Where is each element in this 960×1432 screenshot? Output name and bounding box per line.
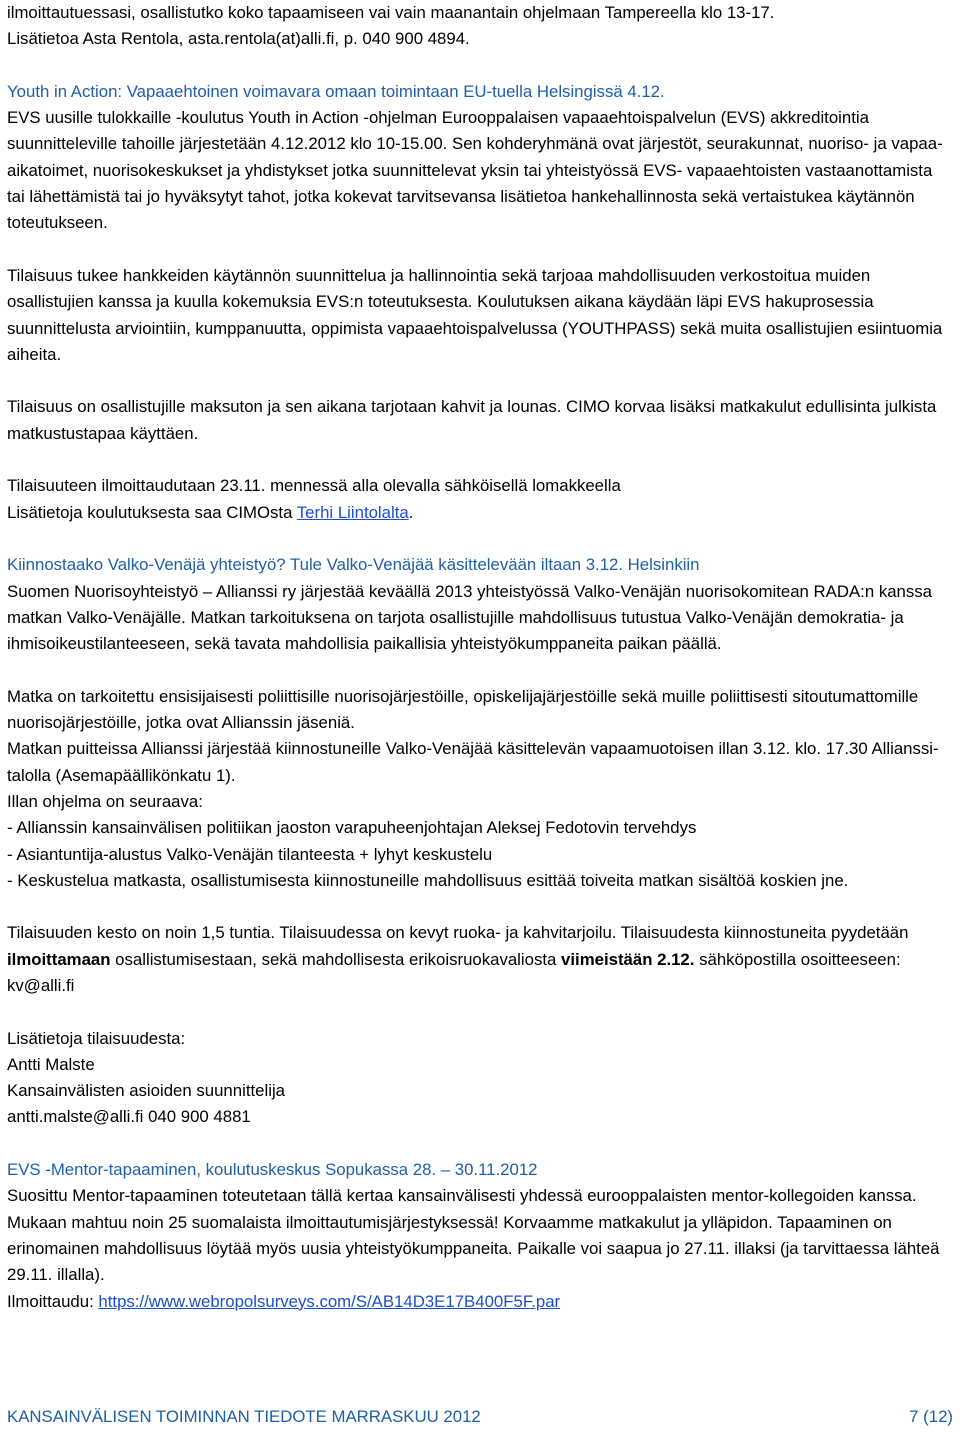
footer-title: KANSAINVÄLISEN TOIMINNAN TIEDOTE MARRASKUU 2012 bbox=[7, 1407, 481, 1426]
page-number: 7 (12) bbox=[909, 1407, 953, 1426]
youth-in-action-paragraph-3: Tilaisuus on osallistujille maksuton ja sen aikana tarjotaan kahvit ja lounas. CIMO korvaa lisäksi matkakulut edullisinta julkista matkustustapaa käyttäen. bbox=[7, 397, 937, 443]
program-intro: Illan ohjelma on seuraava: bbox=[7, 791, 203, 811]
contact-name: Antti Malste bbox=[7, 1054, 95, 1074]
program-item: - Allianssin kansainvälisen politiikan jaoston varapuheenjohtajan Aleksej Fedotovin tervehdys bbox=[7, 818, 697, 838]
p5-text-b: osallistumisestaan, sekä mahdollisesta erikoisruokavaliosta bbox=[110, 949, 562, 969]
evs-mentor-heading: EVS -Mentor-tapaaminen, koulutuskeskus Sopukassa 28. – 30.11.2012 bbox=[7, 1160, 538, 1180]
valko-venaja-heading: Kiinnostaako Valko-Venäjä yhteistyö? Tule Valko-Venäjää käsittelevään iltaan 3.12. Helsinkiin bbox=[7, 555, 700, 575]
program-item: - Keskustelua matkasta, osallistumisesta kiinnostuneille mahdollisuus esittää toiveita matkan sisältöä koskien jne. bbox=[7, 870, 849, 890]
p5-text-c: sähköpostilla osoitteeseen: kv@alli.fi bbox=[7, 949, 901, 995]
page-content bbox=[7, 0, 953, 1315]
register-label: Ilmoittaudu: bbox=[7, 1291, 99, 1311]
program-item: - Asiantuntija-alustus Valko-Venäjän tilanteesta + lyhyt keskustelu bbox=[7, 844, 493, 864]
p5-text-a: Tilaisuuden kesto on noin 1,5 tuntia. Tilaisuudessa on kevyt ruoka- ja kahvitarjoilu. Tilaisuudesta kiinnostuneita pyydetään bbox=[7, 923, 909, 943]
valko-venaja-paragraph-2: Matka on tarkoitettu ensisijaisesti poliittisille nuorisojärjestöille, opiskelijajärjestöille sekä muille poliittisesti sitoutumattomille nuorisojärjestöille, jotka ovat Allianssin jäseniä. bbox=[7, 686, 919, 733]
valko-venaja-paragraph-1: Suomen Nuorisoyhteistyö – Allianssi ry järjestää keväällä 2013 yhteistyössä Valko-Venäjän nuorisokomitean RADA:n kanssa matkan Valko-Venäjälle. Matkan tarkoituksena on tarjota osallistujille mahdollisuus tutustua Valko-Venäjän demokratia- ja ihmisoikeustilanteeseen, sekä tavata mahdollisia paikallisia yhteistyökumppaneita paikan päällä. bbox=[7, 581, 933, 654]
valko-venaja-paragraph-3: Matkan puitteissa Allianssi järjestää kiinnostuneille Valko-Venäjää käsittelevän vapaamuotoisen illan 3.12. klo. 17.30 Allianssi-talolla (Asemapäällikönkatu 1). bbox=[7, 739, 939, 785]
contact-role: Kansainvälisten asioiden suunnittelija bbox=[7, 1081, 286, 1101]
youth-in-action-paragraph-1: EVS uusille tulokkaille -koulutus Youth in Action -ohjelman Eurooppalaisen vapaaehtoispalvelun (EVS) akkreditointia suunnitteleville tahoille järjestetään 4.12.2012 klo 10-15.00. Sen kohderyhmänä ovat järjestöt, seurakunnat, nuoriso- ja vapaa-aikatoimet, nuorisokeskukset ja yhdistykset jotka suunnittelevat yksin tai yhteistyössä EVS- vapaaehtoisten vastaanottamista tai lähettämistä tai jo hyväksytyt tahot, jotka kokevat tarvitsevansa lisätietoa hankehallinnosta sekä vertaistukea käytännön toteutukseen. bbox=[7, 108, 943, 233]
registration-deadline: Tilaisuuteen ilmoittaudutaan 23.11. mennessä alla olevalla sähköisellä lomakkeella bbox=[7, 476, 621, 496]
page-footer bbox=[7, 1406, 953, 1428]
youth-in-action-paragraph-2: Tilaisuus tukee hankkeiden käytännön suunnittelua ja hallinnointia sekä tarjoaa mahdollisuuden verkostoitua muiden osallistujien kanssa ja kuulla kokemuksia EVS:n toteutuksesta. Koulutuksen aikana käydään läpi EVS hakuprosessia suunnittelusta arviointiin, kumppanuutta, oppimista vapaaehtoispalvelussa (YOUTHPASS) sekä muita osallistujien esiintuomia aiheita. bbox=[7, 265, 943, 364]
valko-venaja-paragraph-5 bbox=[7, 920, 953, 999]
cimo-contact-line bbox=[7, 500, 953, 526]
register-line bbox=[7, 1289, 953, 1315]
evs-mentor-paragraph: Suosittu Mentor-tapaaminen toteutetaan tällä kertaa kansainvälisesti yhdessä eurooppalaisten mentor-kollegoiden kanssa. Mukaan mahtuu noin 25 suomalaista ilmoittautumisjärjestyksessä! Korvaamme matkakulut ja ylläpidon. Tapaaminen on erinomainen mahdollisuus löytää myös uusia yhteistyökumppaneita. Paikalle voi saapua jo 27.11. illaksi (ja tarvittaessa lähteä 29.11. illalla). bbox=[7, 1186, 940, 1285]
youth-in-action-heading: Youth in Action: Vapaaehtoinen voimavara omaan toimintaan EU-tuella Helsingissä 4.12. bbox=[7, 81, 665, 101]
contact-email-phone: antti.malste@alli.fi 040 900 4881 bbox=[7, 1107, 251, 1127]
cimo-contact-period: . bbox=[408, 502, 414, 522]
intro-line-1: ilmoittautuessasi, osallistutko koko tapaamiseen vai vain maanantain ohjelmaan Tampereella klo 13-17. bbox=[7, 3, 775, 22]
webropol-survey-link[interactable]: https://www.webropolsurveys.com/S/AB14D3E17B400F5F.par bbox=[98, 1291, 561, 1311]
p5-bold-ilmoittamaan: ilmoittamaan bbox=[7, 949, 111, 969]
intro-line-2: Lisätietoa Asta Rentola, asta.rentola(at)alli.fi, p. 040 900 4894. bbox=[7, 29, 470, 49]
terhi-liintola-link[interactable]: Terhi Liintolalta bbox=[296, 502, 409, 522]
p5-bold-deadline: viimeistään 2.12. bbox=[561, 949, 695, 969]
contact-title: Lisätietoja tilaisuudesta: bbox=[7, 1028, 186, 1048]
cimo-contact-text: Lisätietoja koulutuksesta saa CIMOsta bbox=[7, 502, 297, 522]
